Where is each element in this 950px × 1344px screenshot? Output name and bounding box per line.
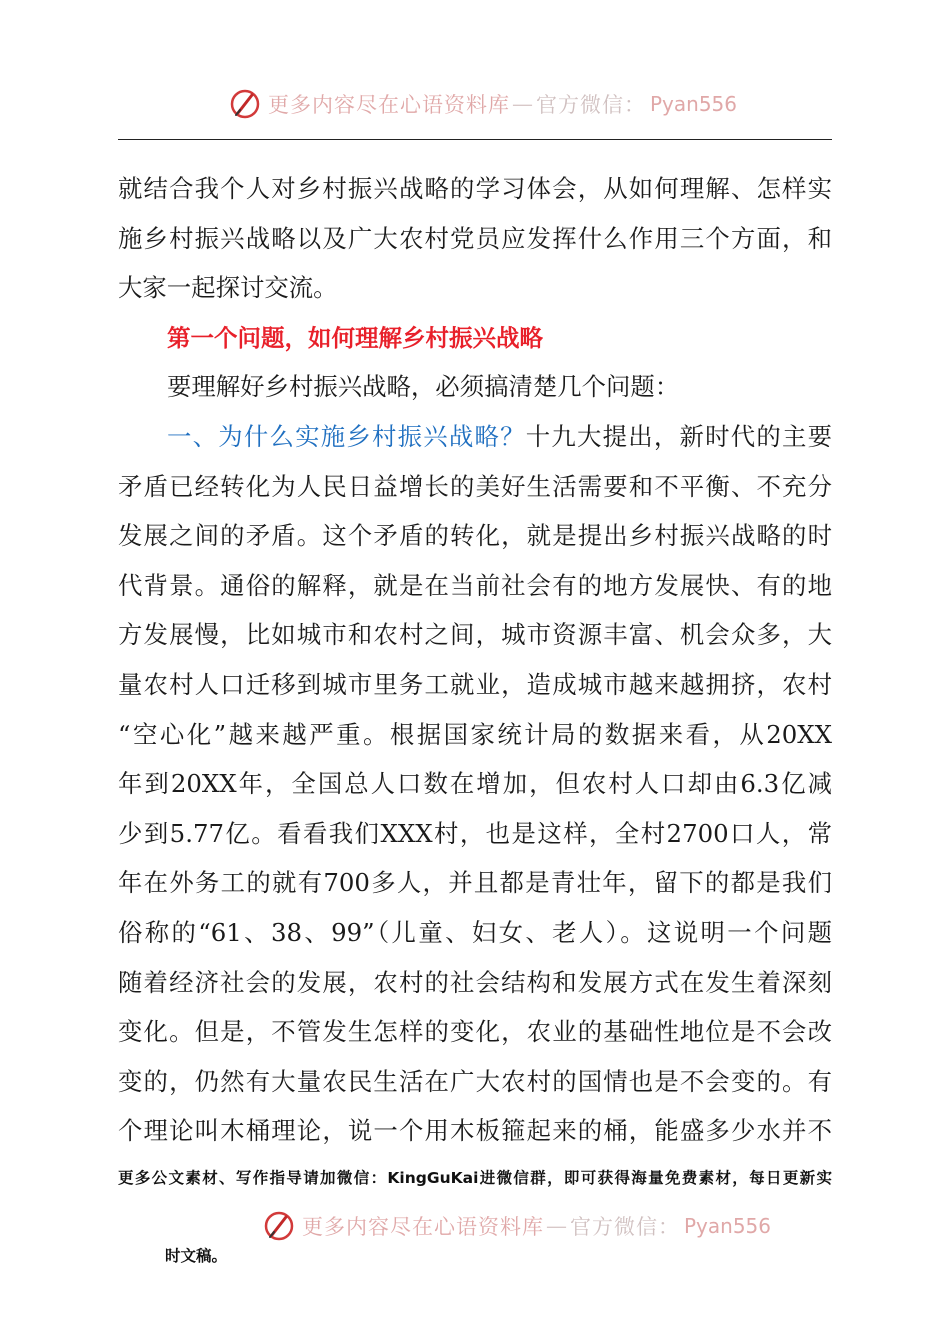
body-line: 年到20XX年，全国总人口数在增加，但农村人口却由6.3亿减 [118,769,832,799]
body-line: 发展之间的矛盾。这个矛盾的转化，就是提出乡村振兴战略的时 [118,521,832,551]
footer-promo-line: 更多公文素材、写作指导请加微信：KingGuKai进微信群，即可获得海量免费素材，每日更新实 [118,1169,832,1187]
body-line: 俗称的“61、38、99”（儿童、妇女、老人）。这说明一个问题 [118,917,832,947]
question-rest: 十九大提出，新时代的主要 [525,421,832,451]
banner-wechat-id: Pyan556 [650,92,738,116]
pen-in-circle-icon [262,1209,296,1243]
section-heading [118,313,832,363]
body-line: 大家一起探讨交流。 [118,273,338,303]
banner-main-text: 更多内容尽在心语资料库 [302,1215,544,1239]
footer-banner [0,1206,950,1246]
body-line: 施乡村振兴战略以及广大农村党员应发挥什么作用三个方面，和 [118,223,832,253]
body-line: 年在外务工的就有700多人，并且都是青壮年，留下的都是我们 [118,868,832,898]
body-line: 随着经济社会的发展，农村的社会结构和发展方式在发生着深刻 [118,967,832,997]
banner-wechat-id: Pyan556 [684,1214,772,1238]
body-line: 少到5.77亿。看看我们XXX村，也是这样，全村2700口人，常 [118,818,832,848]
document-body [118,164,832,1156]
question-line [118,412,832,462]
question-label: 一、为什么实施乡村振兴战略？ [167,421,526,451]
banner-separator: — [512,92,534,116]
body-line: 量农村人口迁移到城市里务工就业，造成城市越来越拥挤，农村 [118,669,832,699]
header-rule [118,139,832,140]
banner-separator: — [546,1214,568,1238]
lead-sentence: 要理解好乡村振兴战略，必须搞清楚几个问题： [167,372,680,402]
body-line: 矛盾已经转化为人民日益增长的美好生活需要和不平衡、不充分 [118,471,832,501]
body-line: 就结合我个人对乡村振兴战略的学习体会，从如何理解、怎样实 [118,174,832,203]
header-banner [0,84,950,124]
banner-tail-text: 官方微信： [570,1215,680,1239]
body-line: 变化。但是，不管发生怎样的变化，农业的基础性地位是不会改 [118,1017,832,1047]
banner-main-text: 更多内容尽在心语资料库 [268,93,510,117]
body-line: “空心化”越来越严重。根据国家统计局的数据来看，从20XX [118,719,832,749]
body-line: 个理论叫木桶理论，说一个用木板箍起来的桶，能盛多少水并不 [118,1116,832,1146]
pen-in-circle-icon [228,87,262,121]
banner-tail-text: 官方微信： [536,93,646,117]
body-line: 变的，仍然有大量农民生活在广大农村的国情也是不会变的。有 [118,1066,832,1096]
body-line: 代背景。通俗的解释，就是在当前社会有的地方发展快、有的地 [118,570,832,600]
body-line: 方发展慢，比如城市和农村之间，城市资源丰富、机会众多，大 [118,620,832,650]
footer-promo-tail: 时文稿。 [165,1247,228,1265]
section-heading-text: 第一个问题，如何理解乡村振兴战略 [167,323,543,352]
